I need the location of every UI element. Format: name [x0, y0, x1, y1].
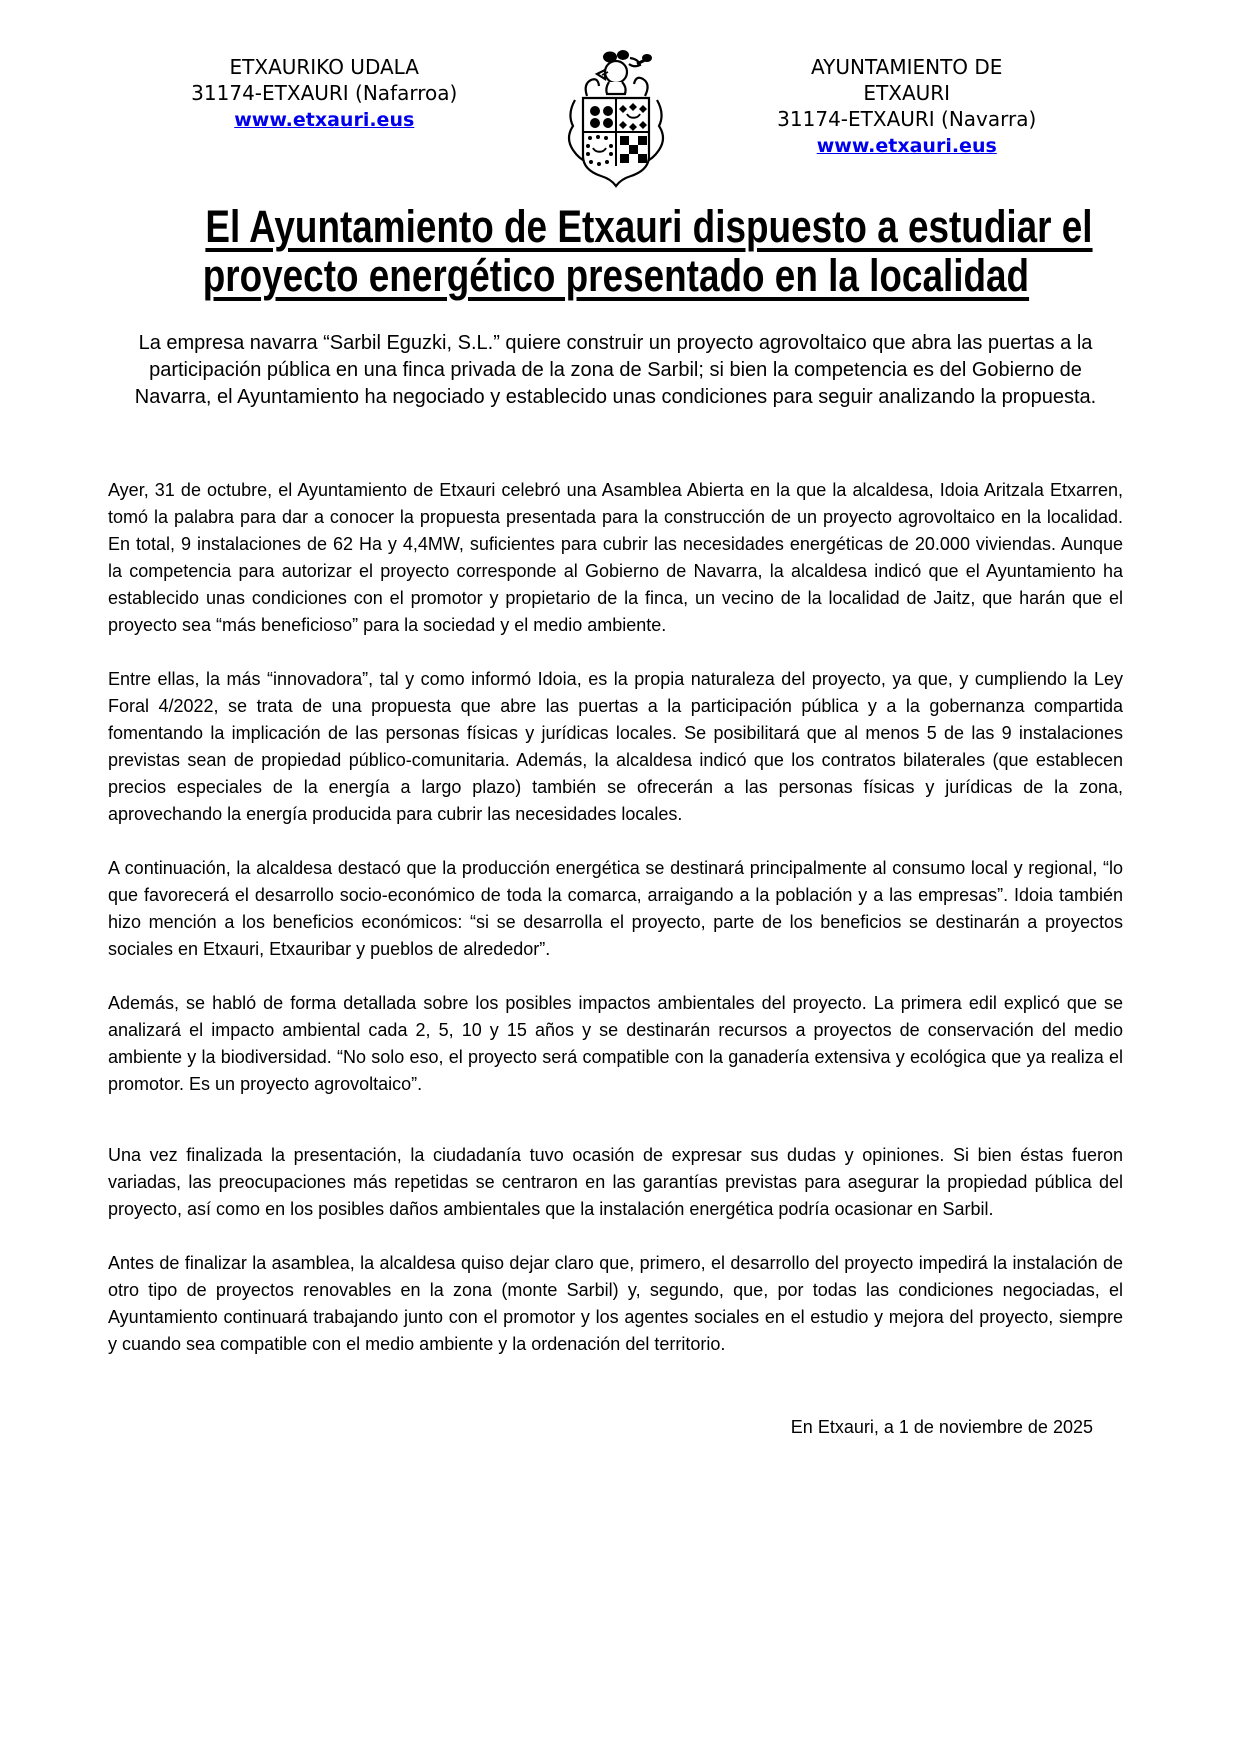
letterhead [108, 48, 1123, 188]
letterhead-spanish-block [691, 48, 1124, 159]
letterhead-basque-block [108, 48, 541, 133]
lead-paragraph: La empresa navarra “Sarbil Eguzki, S.L.” quiere construir un proyecto agrovoltaico que abra las puertas a la participación pública en una finca privada de la zona de Sarbil; si bien la competencia es del Gobierno de Navarra, el Ayuntamiento ha negociado y establecido unas condiciones para seguir analizando la propuesta. [134, 332, 1097, 408]
org-address-spanish: 31174-ETXAURI (Navarra) [777, 107, 1037, 131]
dateline: En Etxauri, a 1 de noviembre de 2025 [790, 1417, 1093, 1437]
org-address-basque: 31174-ETXAURI (Nafarroa) [191, 81, 458, 105]
body-paragraph-5: Una vez finalizada la presentación, la ciudadanía tuvo ocasión de expresar sus dudas y opiniones. Si bien éstas fueron variadas, las preocupaciones más repetidas se centraron en las garantías previstas para asegurar la propiedad pública del proyecto, así como en los posibles daños ambientales que la instalación energética podría ocasionar en Sarbil. [108, 1145, 1123, 1219]
org-name-spanish-2: ETXAURI [863, 81, 951, 105]
body-paragraph-4: Además, se habló de forma detallada sobre los posibles impactos ambientales del proyecto. La primera edil explicó que se analizará el impacto ambiental cada 2, 5, 10 y 15 años y se destinarán recursos a proyectos de conservación del medio ambiente y la biodiversidad. “No solo eso, el proyecto será compatible con la ganadería extensiva y ecológica que ya realiza el promotor. Es un proyecto agrovoltaico”. [108, 993, 1123, 1094]
title-line-2: proyecto energético presentado en la localidad [202, 250, 1029, 301]
title-line-1: El Ayuntamiento de Etxauri dispuesto a estudiar el [205, 201, 1093, 252]
org-name-basque: ETXAURIKO UDALA [229, 55, 419, 79]
body-paragraph-1: Ayer, 31 de octubre, el Ayuntamiento de Etxauri celebró una Asamblea Abierta en la que la alcaldesa, Idoia Aritzala Etxarren, tomó la palabra para dar a conocer la propuesta presentada para la construcción de un proyecto agrovoltaico en la localidad. En total, 9 instalaciones de 62 Ha y 4,4MW, suficientes para cubrir las necesidades energéticas de 20.000 viviendas. Aunque la competencia para autorizar el proyecto corresponde al Gobierno de Navarra, la alcaldesa indicó que el Ayuntamiento ha establecido unas condiciones con el promotor y propietario de la finca, un vecino de la localidad de Jaitz, que harán que el proyecto sea “más beneficioso” para la sociedad y el medio ambiente. [108, 480, 1123, 635]
etxauri-coat-of-arms-icon [553, 48, 679, 188]
crest-container [541, 48, 691, 188]
article-body [108, 477, 1123, 1358]
body-paragraph-6: Antes de finalizar la asamblea, la alcaldesa quiso dejar claro que, primero, el desarrollo del proyecto impedirá la instalación de otro tipo de proyectos renovables en la zona (monte Sarbil) y, segundo, que, por todas las condiciones negociadas, el Ayuntamiento continuará trabajando junto con el promotor y los agentes sociales en el estudio y mejora del proyecto, siempre y cuando sea compatible con el medio ambiente y la ordenación del territorio. [108, 1253, 1123, 1354]
org-name-spanish-1: AYUNTAMIENTO DE [811, 55, 1003, 79]
body-paragraph-2: Entre ellas, la más “innovadora”, tal y como informó Idoia, es la propia naturaleza del proyecto, ya que, y cumpliendo la Ley Foral 4/2022, se trata de una propuesta que abre las puertas a la participación pública y a la gobernanza compartida fomentando la implicación de las personas físicas y jurídicas locales. Se posibilitará que al menos 5 de las 9 instalaciones previstas sean de propiedad público-comunitaria. Además, la alcaldesa indicó que los contratos bilaterales (que establecen precios especiales de la energía a largo plazo) también se ofrecerán a las personas físicas y jurídicas de la zona, aprovechando la energía producida para cubrir las necesidades locales. [108, 669, 1123, 824]
body-paragraph-3: A continuación, la alcaldesa destacó que la producción energética se destinará principalmente al consumo local y regional, “lo que favorecerá el desarrollo socio-económico de toda la comarca, arraigando a la población y a las empresas”. Idoia también hizo mención a los beneficios económicos: “si se desarrolla el proyecto, parte de los beneficios se destinarán a proyectos sociales en Etxauri, Etxauribar y pueblos de alrededor”. [108, 858, 1123, 959]
document-title [108, 202, 1123, 300]
website-link-left[interactable]: www.etxauri.eus [234, 109, 415, 131]
website-link-right[interactable]: www.etxauri.eus [816, 135, 997, 157]
